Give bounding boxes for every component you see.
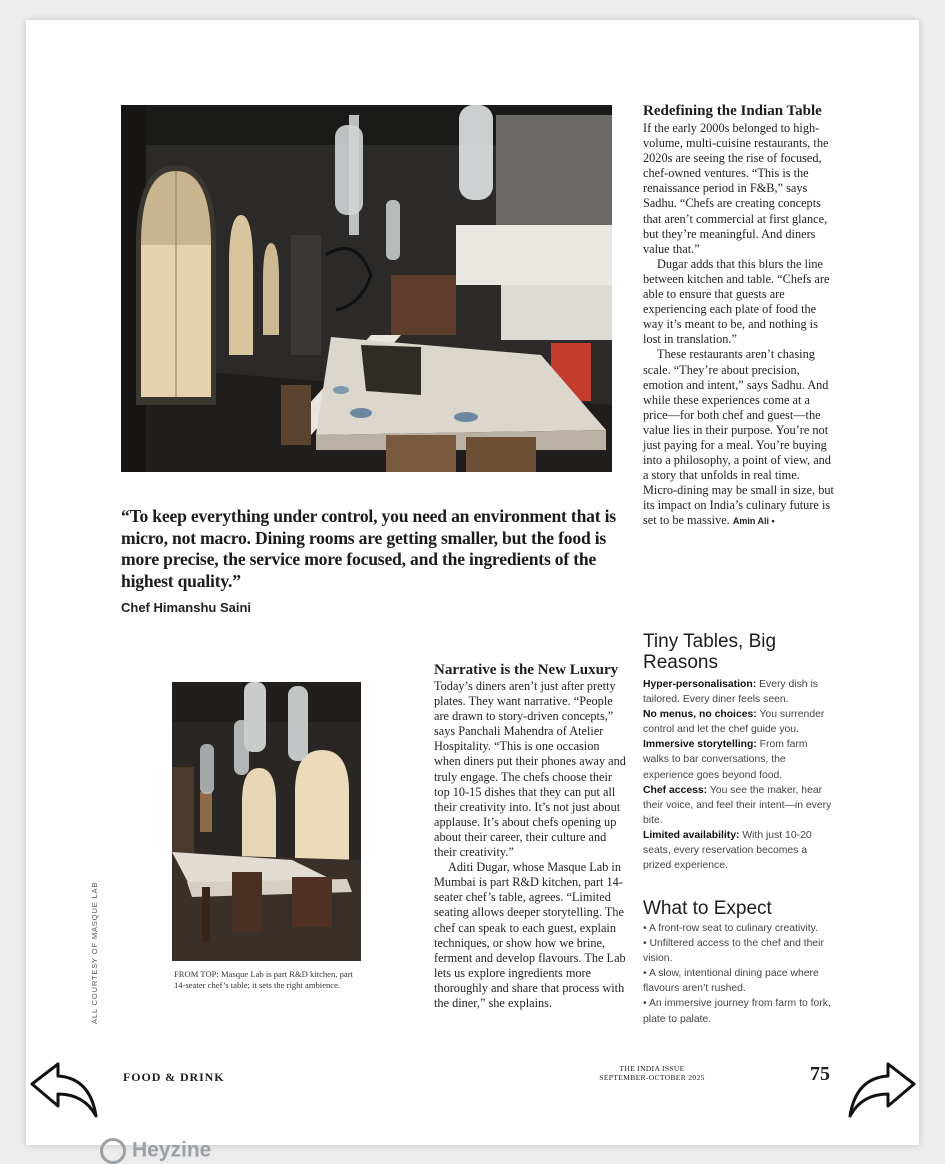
body-paragraph: Today’s diners aren’t just after pretty plates. They want narrative. “People are drawn to story-driven concepts,” says Panchali Mahendra of Atelier Hospitality. “This is one occasion when diners put their phones away and truly engage. The chefs choose their top 10-15 dishes that they can put all their creativity into. It’s not just about applause. It’s about chefs opening up about their career, their culture and their creativity.” (434, 679, 626, 860)
expect-list (643, 921, 835, 1027)
body-paragraph (643, 347, 835, 529)
issue-date: SEPTEMBER-OCTOBER 2025 (599, 1073, 705, 1082)
page-number: 75 (810, 1063, 830, 1085)
next-page-button[interactable] (846, 1060, 918, 1120)
section-heading: Redefining the Indian Table (643, 103, 822, 119)
sidebar-item-desc: You see the maker, hear their voice, and feel their intent—in every bite. (643, 784, 832, 826)
sidebar-item-term: Chef access: (643, 784, 708, 796)
sidebar-what-to-expect (643, 898, 835, 1027)
body-paragraph: Dugar adds that this blurs the line between kitchen and table. “Chefs are able to ensure that guests are experiencing each plate of food the way it’s meant to be, and nothing is lost in translation.” (643, 256, 830, 347)
sidebar-tiny-tables (643, 631, 835, 873)
sidebar-item (643, 783, 835, 828)
sidebar-item (643, 707, 835, 737)
sidebar-item-desc: From farm walks to bar conversations, the experience goes beyond food. (643, 739, 808, 781)
section-narrative (434, 662, 627, 1011)
photo-credit: ALL COURTESY OF MASQUE LAB (90, 881, 99, 1024)
sidebar-title: Tiny Tables, Big Reasons (643, 631, 777, 673)
quote-attribution: Chef Himanshu Saini (121, 600, 252, 615)
brand-name: Heyzine (132, 1138, 212, 1162)
expect-item: • Unfiltered access to the chef and their vision. (643, 938, 824, 965)
sidebar-item (643, 737, 835, 782)
brand-logo-icon (100, 1138, 126, 1164)
section-heading: Narrative is the New Luxury (434, 662, 619, 678)
section-redefining (643, 103, 835, 530)
body-paragraph: If the early 2000s belonged to high-volume, multi-cuisine restaurants, the 2020s are seeing the rise of focused, chef-owned ventures. “This is the renaissance period in F&B,” says Sadhu. “Chefs are creating concepts that aren’t commercial at first glance, but they’re meaningful. And diners value that.” (643, 121, 829, 256)
expect-item: • A slow, intentional dining pace where flavours aren’t rushed. (643, 968, 819, 995)
sidebar-item-desc: You surrender control and let the chef guide you. (643, 709, 825, 736)
footer-issue (582, 1064, 722, 1082)
expect-item: • An immersive journey from farm to fork, plate to palate. (643, 998, 831, 1025)
previous-page-button[interactable] (28, 1060, 100, 1120)
arrow-left-icon (28, 1060, 100, 1120)
sidebar-item (643, 677, 835, 707)
photo-caption: FROM TOP: Masque Lab is part R&D kitchen, part 14-seater chef’s table; it sets the right ambience. (174, 969, 353, 990)
sidebar-item-term: No menus, no choices: (643, 709, 757, 721)
sidebar-item-term: Immersive storytelling: (643, 739, 757, 751)
sidebar-list (643, 677, 835, 873)
author-byline: Amin Ali • (732, 516, 775, 527)
sidebar-item-desc: Every dish is tailored. Every diner feels seen. (643, 679, 818, 706)
sidebar-title: What to Expect (643, 898, 772, 919)
sidebar-item-desc: With just 10-20 seats, every reservation becomes a prized experience. (643, 829, 812, 872)
expect-item: • A front-row seat to culinary creativity. (643, 923, 818, 934)
footer-section: FOOD & DRINK (123, 1070, 225, 1084)
sidebar-item (643, 828, 835, 873)
hero-photo (121, 105, 612, 472)
viewer-brand[interactable] (100, 1138, 211, 1164)
body-paragraph: Aditi Dugar, whose Masque Lab in Mumbai is part R&D kitchen, part 14-seater chef’s table, agrees. “Limited seating allows deeper storytelling. The chef can speak to each guest, explain techniques, or show how we brine, ferment and develop flavours. The Lab lets us explore ingredients more thoroughly and share that process with the diner,” she explains. (434, 860, 626, 1010)
sidebar-item-term: Limited availability: (643, 829, 740, 841)
arrow-right-icon (846, 1060, 918, 1120)
sidebar-item-term: Hyper-personalisation: (643, 679, 757, 690)
paragraph-text: These restaurants aren’t chasing scale. “They’re about precision, emotion and intent,” says Sadhu. And while these experiences come at a price—for both chef and guest—the value lies in their purpose. You’re not just paying for a meal. You’re buying into a philosophy, a point of view, and a story that unfolds in real time. Micro-dining may be small in size, but its impact on India’s culinary future is set to be massive. (643, 347, 834, 528)
masque-lab-photo (172, 682, 361, 961)
issue-title: THE INDIA ISSUE (619, 1064, 685, 1073)
pull-quote: “To keep everything under control, you need an environment that is micro, not macro. Dining rooms are getting smaller, but the food is more precise, the service more focused, and the ingredients of the highest quality.” (121, 506, 616, 591)
